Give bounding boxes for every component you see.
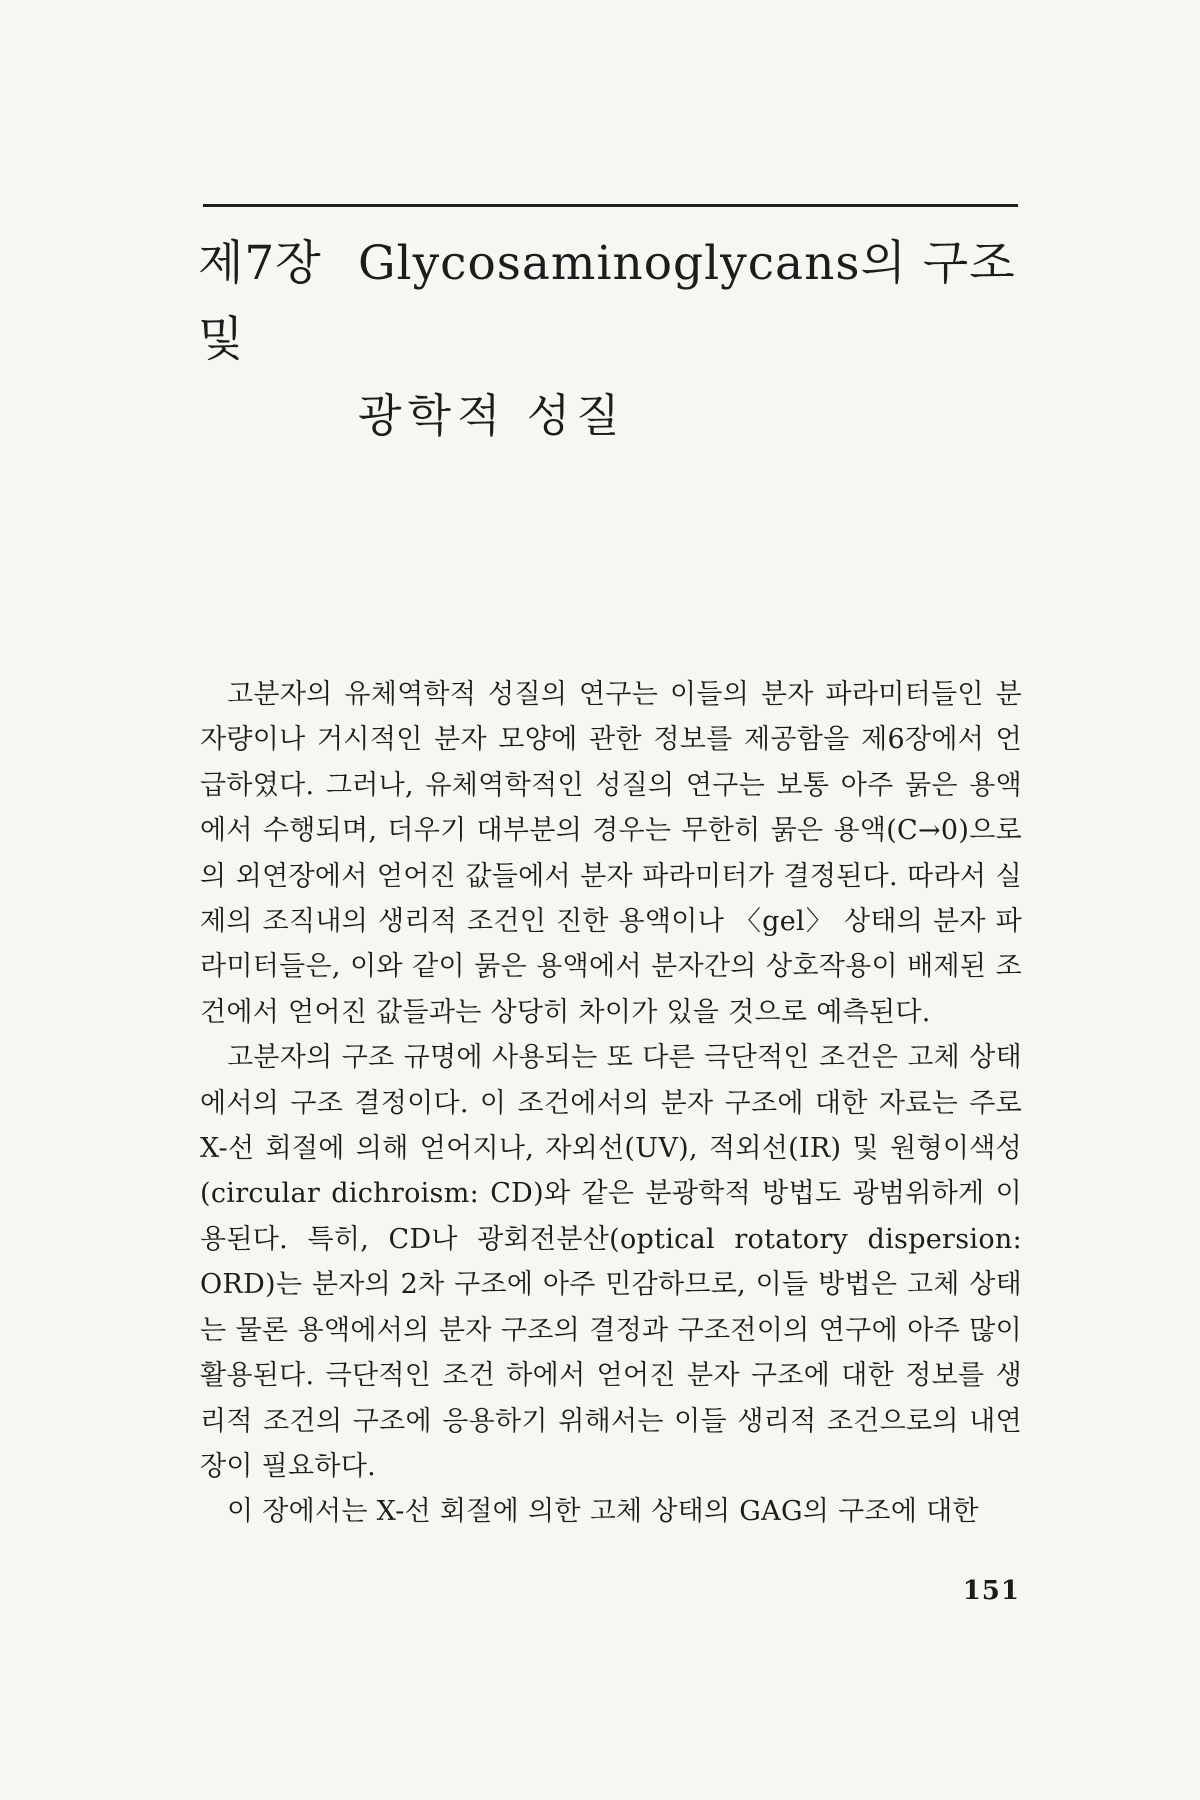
chapter-top-rule (203, 204, 1018, 207)
paragraph-1: 고분자의 유체역학적 성질의 연구는 이들의 분자 파라미터들인 분자량이나 거시적인 분자 모양에 관한 정보를 제공함을 제6장에서 언급하였다. 그러나, 유체역학적인 성질의 연구는 보통 아주 묽은 용액에서 수행되며, 더우기 대부분의 경우는 무한히 묽은 용액(C→0)으로의 외연장에서 얻어진 값들에서 분자 파라미터가 결정된다. 따라서 실제의 조직내의 생리적 조건인 진한 용액이나 〈gel〉 상태의 분자 파라미터들은, 이와 같이 묽은 용액에서 분자간의 상호작용이 배제된 조건에서 얻어진 값들과는 상당히 차이가 있을 것으로 예측된다. (200, 679, 1022, 1028)
paragraph-3: 이 장에서는 X-선 회절에 의한 고체 상태의 GAG의 구조에 대한 (227, 1496, 979, 1528)
page-number: 151 (962, 1576, 1020, 1606)
chapter-number: 제7장 (198, 236, 322, 291)
body-text (200, 672, 1022, 1535)
paragraph-2: 고분자의 구조 규명에 사용되는 또 다른 극단적인 조건은 고체 상태에서의 구조 결정이다. 이 조건에서의 분자 구조에 대한 자료는 주로 X-선 회절에 의해 얻어지나, 자외선(UV), 적외선(IR) 및 원형이색성(circular dichroism: CD)와 같은 분광학적 방법도 광범위하게 이용된다. 특히, CD나 광회전분산(optical rotatory dispersion: ORD)는 분자의 2차 구조에 아주 민감하므로, 이들 방법은 고체 상태는 물론 용액에서의 분자 구조의 결정과 구조전이의 연구에 아주 많이 활용된다. 극단적인 조건 하에서 얻어진 분자 구조에 대한 정보를 생리적 조건의 구조에 응용하기 위해서는 이들 생리적 조건으로의 내연장이 필요하다. (200, 1042, 1022, 1482)
chapter-title-line2: 광학적 성질 (358, 389, 626, 442)
chapter-heading (198, 226, 1028, 454)
chapter-title-line1: Glycosaminoglycans의 구조 및 (198, 236, 1016, 367)
